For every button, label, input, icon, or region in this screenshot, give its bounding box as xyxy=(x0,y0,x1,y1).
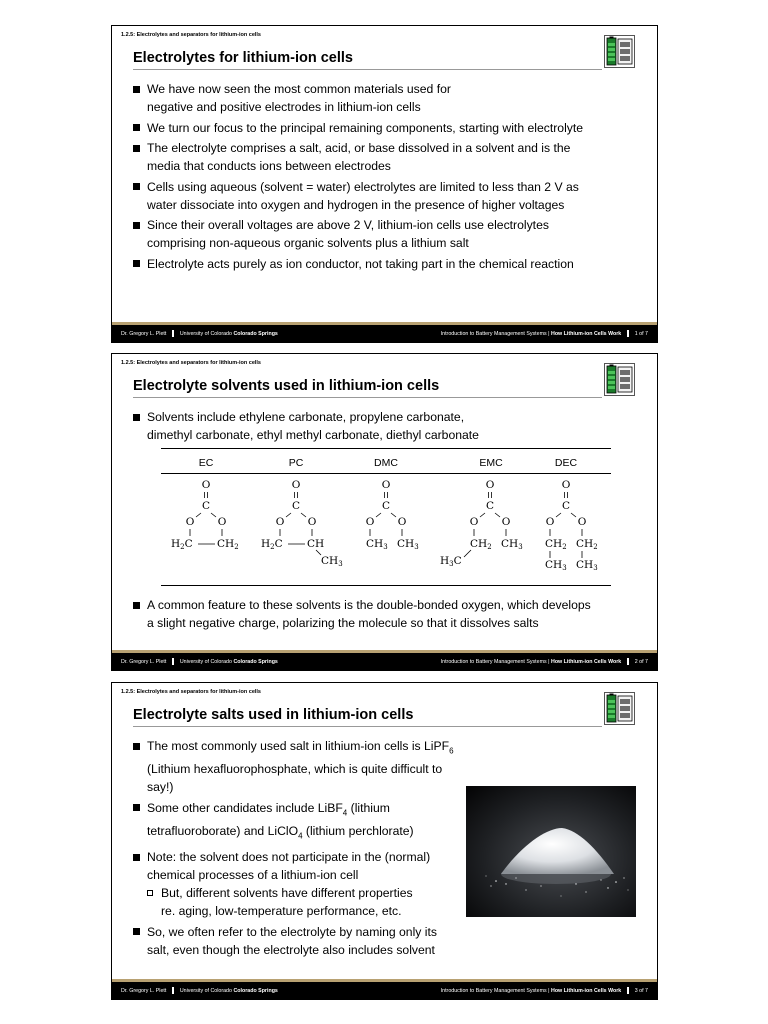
title-rule xyxy=(133,726,602,727)
slide-1 xyxy=(111,25,658,343)
svg-text:O: O xyxy=(185,516,195,528)
emc-structure xyxy=(440,480,523,568)
svg-text:O: O xyxy=(217,516,227,528)
bullet-marker xyxy=(133,145,140,152)
footer-stripe xyxy=(112,322,657,325)
svg-text:CH3: CH3 xyxy=(366,538,388,551)
footer-page: 1 of 7 xyxy=(634,330,648,337)
svg-text:O: O xyxy=(201,480,211,491)
footer-university: University of Colorado xyxy=(179,987,232,994)
svg-text:O: O xyxy=(365,516,375,528)
ec-structure xyxy=(171,480,239,551)
svg-text:O: O xyxy=(545,516,555,528)
bullet-marker xyxy=(133,260,140,267)
sub-bullet-item: But, different solvents have different properties re. aging, low-temperature performance, etc. xyxy=(147,884,457,920)
svg-text:CH3: CH3 xyxy=(397,538,419,551)
svg-text:O: O xyxy=(469,516,479,528)
bullet-item: The most commonly used salt in lithium-ion cells is LiPF$_6$ (Lithium hexafluorophosphate, which is quite difficult to say!) xyxy=(133,737,457,796)
bullet-item: Note: the solvent does not participate in the (normal) chemical processes of a lithium-ion cell But, different solvents have different properties re. aging, low-temperature performance, etc. xyxy=(133,848,457,920)
section-label: 1.2.5: Electrolytes and separators for lithium-ion cells xyxy=(121,32,261,38)
title-rule xyxy=(133,397,602,398)
bullet-list xyxy=(133,408,639,447)
solvent-structure-table xyxy=(161,448,611,586)
battery-icon xyxy=(604,692,635,725)
footer-chapter: How Lithium-ion Cells Work xyxy=(551,330,622,337)
solvent-header: EC xyxy=(198,457,214,469)
footer-university: University of Colorado xyxy=(179,658,232,665)
svg-text:CH: CH xyxy=(307,538,325,550)
svg-text:O: O xyxy=(561,480,571,491)
svg-text:O: O xyxy=(485,480,495,491)
battery-icon xyxy=(604,363,635,396)
footer-stripe xyxy=(112,650,657,653)
footer-chapter: How Lithium-ion Cells Work xyxy=(551,987,622,994)
title-rule xyxy=(133,69,602,70)
footer-course: Introduction to Battery Management Systems | xyxy=(440,987,550,994)
bullet-marker xyxy=(133,854,140,861)
slide-title: Electrolytes for lithium-ion cells xyxy=(133,50,353,66)
bullet-list xyxy=(133,596,639,635)
svg-text:CH2: CH2 xyxy=(217,538,239,551)
footer-course: Introduction to Battery Management Systems | xyxy=(440,658,550,665)
slide-title: Electrolyte solvents used in lithium-ion cells xyxy=(133,378,440,394)
svg-text:O: O xyxy=(577,516,587,528)
svg-text:CH2: CH2 xyxy=(576,538,598,551)
salt-pile-photo xyxy=(466,786,636,917)
svg-text:CH3: CH3 xyxy=(501,538,523,551)
slide-footer xyxy=(112,325,657,342)
svg-text:C: C xyxy=(201,500,211,512)
svg-text:C: C xyxy=(291,500,301,512)
solvent-header: EMC xyxy=(479,457,503,469)
footer-course: Introduction to Battery Management Systems | xyxy=(440,330,550,337)
slide-footer xyxy=(112,653,657,670)
svg-text:CH2: CH2 xyxy=(470,538,492,551)
svg-text:O: O xyxy=(307,516,317,528)
solvent-header: PC xyxy=(288,457,304,469)
bullet-marker xyxy=(133,124,140,131)
bullet-marker xyxy=(133,86,140,93)
footer-author: Dr. Gregory L. Plett xyxy=(121,658,167,665)
svg-text:O: O xyxy=(381,480,391,491)
svg-text:CH3: CH3 xyxy=(545,559,567,572)
svg-text:H2C: H2C xyxy=(261,538,283,551)
svg-text:CH3: CH3 xyxy=(576,559,598,572)
battery-icon xyxy=(604,35,635,68)
slide-2 xyxy=(111,353,658,671)
solvent-header: DMC xyxy=(374,457,398,469)
pc-structure xyxy=(261,480,343,568)
slide-footer xyxy=(112,982,657,999)
footer-page: 2 of 7 xyxy=(634,658,648,665)
sub-bullet-marker xyxy=(147,890,153,896)
bullet-marker xyxy=(133,222,140,229)
dec-structure xyxy=(545,480,598,572)
section-label: 1.2.5: Electrolytes and separators for lithium-ion cells xyxy=(121,689,261,695)
svg-text:CH2: CH2 xyxy=(545,538,567,551)
bullet-item: A common feature to these solvents is the double-bonded oxygen, which develops a slight negative charge, polarizing the molecule so that it dissolves salts xyxy=(133,596,639,632)
svg-text:H3C: H3C xyxy=(440,555,462,568)
svg-text:O: O xyxy=(501,516,511,528)
bullet-marker xyxy=(133,602,140,609)
bullet-item: Electrolyte acts purely as ion conductor, not taking part in the chemical reaction xyxy=(133,255,639,273)
svg-text:C: C xyxy=(485,500,495,512)
bullet-item: We have now seen the most common materials used for negative and positive electrodes in lithium-ion cells xyxy=(133,80,639,116)
bullet-item: The electrolyte comprises a salt, acid, or base dissolved in a solvent and is the media that conducts ions between electrodes xyxy=(133,139,639,175)
section-label: 1.2.5: Electrolytes and separators for lithium-ion cells xyxy=(121,360,261,366)
bullet-marker xyxy=(133,414,140,421)
bullet-marker xyxy=(133,804,140,811)
dmc-structure xyxy=(366,480,419,551)
footer-stripe xyxy=(112,979,657,982)
bullet-list xyxy=(133,80,639,275)
footer-page: 3 of 7 xyxy=(634,987,648,994)
bullet-marker xyxy=(133,183,140,190)
chemical-structures xyxy=(161,480,611,580)
footer-chapter: How Lithium-ion Cells Work xyxy=(551,658,622,665)
slide-3 xyxy=(111,682,658,1000)
footer-author: Dr. Gregory L. Plett xyxy=(121,987,167,994)
svg-text:O: O xyxy=(275,516,285,528)
svg-text:CH3: CH3 xyxy=(321,555,343,568)
svg-text:O: O xyxy=(397,516,407,528)
slide-title: Electrolyte salts used in lithium-ion cells xyxy=(133,707,414,723)
bullet-item: Some other candidates include LiBF$_4$ (lithium tetrafluoroborate) and LiClO$_4$ (lithium perchlorate) xyxy=(133,799,457,846)
svg-text:O: O xyxy=(291,480,301,491)
svg-text:C: C xyxy=(381,500,391,512)
footer-university: University of Colorado xyxy=(179,330,232,337)
bullet-item: So, we often refer to the electrolyte by naming only its salt, even though the electrolyte also includes solvent xyxy=(133,923,457,959)
footer-campus: Colorado Springs xyxy=(233,330,278,337)
bullet-item: We turn our focus to the principal remaining components, starting with electrolyte xyxy=(133,119,639,137)
footer-campus: Colorado Springs xyxy=(233,658,278,665)
bullet-item: Since their overall voltages are above 2 V, lithium-ion cells use electrolytes comprising non-aqueous organic solvents plus a lithium salt xyxy=(133,216,639,252)
bullet-item: Cells using aqueous (solvent = water) electrolytes are limited to less than 2 V as water dissociate into oxygen and hydrogen in the presence of higher voltages xyxy=(133,178,639,214)
footer-campus: Colorado Springs xyxy=(233,987,278,994)
svg-text:C: C xyxy=(561,500,571,512)
bullet-marker xyxy=(133,928,140,935)
solvent-header: DEC xyxy=(554,457,578,469)
footer-author: Dr. Gregory L. Plett xyxy=(121,330,167,337)
svg-text:H2C: H2C xyxy=(171,538,193,551)
bullet-marker xyxy=(133,743,140,750)
bullet-list xyxy=(133,737,457,961)
bullet-item: Solvents include ethylene carbonate, propylene carbonate, dimethyl carbonate, ethyl methyl carbonate, diethyl carbonate xyxy=(133,408,639,444)
